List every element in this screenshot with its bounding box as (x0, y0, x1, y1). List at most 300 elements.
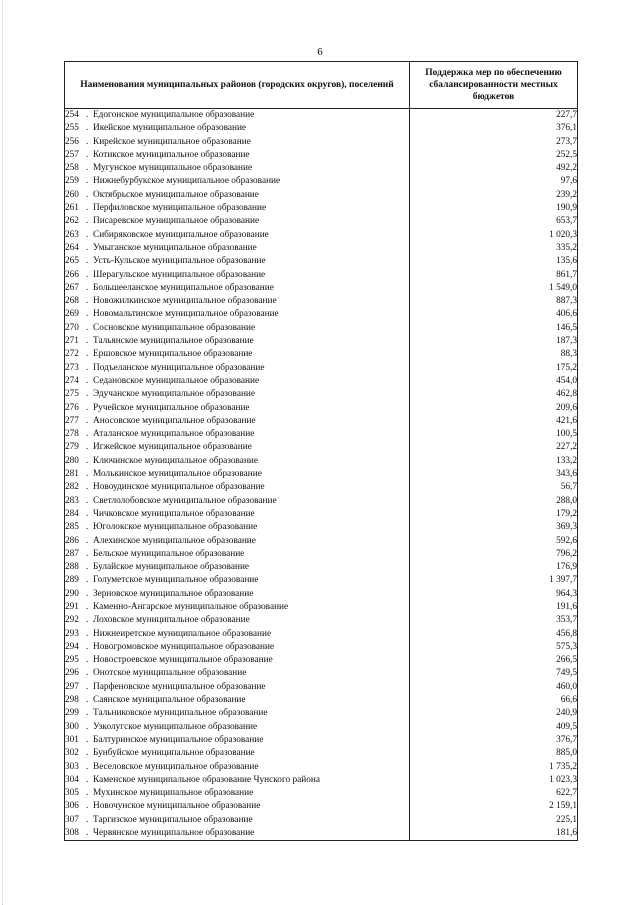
row-number: 283 (65, 495, 79, 506)
scan-edge-artifact (2, 0, 9, 905)
support-amount: 56,7 (410, 481, 578, 494)
row-number: 289 (65, 575, 79, 586)
table-row (65, 202, 578, 215)
row-name-cell (65, 282, 410, 295)
support-amount: 175,2 (410, 362, 578, 375)
row-name-cell (65, 508, 410, 521)
municipality-name: Сосновское муниципальное образование (93, 322, 256, 333)
table-row (65, 574, 578, 587)
table-row (65, 721, 578, 734)
municipality-name: Икейское муниципальное образование (93, 123, 247, 134)
row-name-cell (65, 495, 410, 508)
municipality-name: Алехинское муниципальное образование (93, 535, 256, 546)
table-row (65, 761, 578, 774)
municipality-name: Шерагульское муниципальное образование (93, 269, 266, 280)
support-amount: 2 159,1 (410, 800, 578, 813)
row-number: 280 (65, 455, 79, 466)
municipality-name: Светлолобовское муниципальное образование (93, 495, 277, 506)
row-number-dot: . (86, 149, 89, 160)
support-amount: 227,2 (410, 441, 578, 454)
row-number: 303 (65, 761, 79, 772)
table-row (65, 242, 578, 255)
municipality-name: Мухинское муниципальное образование (93, 788, 254, 799)
row-number: 263 (65, 229, 79, 240)
support-amount: 492,2 (410, 162, 578, 175)
support-amount: 88,3 (410, 348, 578, 361)
support-amount: 252,5 (410, 149, 578, 162)
municipality-name: Седановское муниципальное образование (93, 375, 260, 386)
row-name-cell (65, 787, 410, 800)
table-row (65, 348, 578, 361)
row-number: 271 (65, 336, 79, 347)
row-name-cell (65, 149, 410, 162)
row-number-dot: . (86, 229, 89, 240)
row-name-cell (65, 667, 410, 680)
row-number: 308 (65, 828, 79, 839)
row-number: 279 (65, 442, 79, 453)
row-number-dot: . (86, 375, 89, 386)
table-row (65, 189, 578, 202)
row-name-cell (65, 162, 410, 175)
row-number: 265 (65, 256, 79, 267)
table-row (65, 215, 578, 228)
support-amount: 376,1 (410, 122, 578, 135)
municipality-name: Новомальтинское муниципальное образование (93, 309, 279, 320)
row-number: 267 (65, 282, 79, 293)
row-name-cell (65, 175, 410, 188)
row-name-cell (65, 415, 410, 428)
table-row (65, 335, 578, 348)
table-row (65, 282, 578, 295)
row-number: 305 (65, 788, 79, 799)
row-number-dot: . (86, 216, 89, 227)
support-amount: 135,6 (410, 255, 578, 268)
municipality-name: Саянское муниципальное образование (93, 695, 246, 706)
municipality-name: Большееланское муниципальное образование (93, 282, 274, 293)
municipality-name: Узколугское муниципальное образование (93, 721, 258, 732)
row-number-dot: . (86, 655, 89, 666)
municipality-name: Кирейское муниципальное образование (93, 136, 251, 147)
support-amount: 133,2 (410, 455, 578, 468)
row-number: 295 (65, 655, 79, 666)
row-name-cell (65, 375, 410, 388)
row-number-dot: . (86, 788, 89, 799)
row-number-dot: . (86, 575, 89, 586)
row-number-dot: . (86, 455, 89, 466)
row-name-cell (65, 548, 410, 561)
row-name-cell (65, 561, 410, 574)
row-number: 301 (65, 734, 79, 745)
row-number-dot: . (86, 336, 89, 347)
row-name-cell (65, 721, 410, 734)
row-name-cell (65, 335, 410, 348)
row-number: 299 (65, 708, 79, 719)
support-amount: 1 023,3 (410, 774, 578, 787)
table-row (65, 641, 578, 654)
municipality-name: Сибиряковское муниципальное образование (93, 229, 269, 240)
row-number: 304 (65, 774, 79, 785)
row-number: 285 (65, 522, 79, 533)
row-number-dot: . (86, 442, 89, 453)
support-amount: 1 020,3 (410, 229, 578, 242)
row-number: 297 (65, 681, 79, 692)
support-amount: 964,3 (410, 588, 578, 601)
municipality-name: Онотское муниципальное образование (93, 668, 247, 679)
table-row (65, 508, 578, 521)
support-amount: 653,7 (410, 215, 578, 228)
support-amount: 456,8 (410, 628, 578, 641)
budget-support-table (64, 61, 578, 841)
table-row (65, 707, 578, 720)
table-row (65, 255, 578, 268)
row-name-cell (65, 455, 410, 468)
municipality-name: Аталанское муниципальное образование (93, 429, 255, 440)
row-number: 258 (65, 163, 79, 174)
municipality-name: Бунбуйское муниципальное образование (93, 748, 255, 759)
support-amount: 209,6 (410, 402, 578, 415)
support-amount: 460,0 (410, 681, 578, 694)
row-name-cell (65, 774, 410, 787)
table-row (65, 295, 578, 308)
row-name-cell (65, 122, 410, 135)
support-amount: 187,3 (410, 335, 578, 348)
row-number-dot: . (86, 801, 89, 812)
row-name-cell (65, 322, 410, 335)
support-amount: 273,7 (410, 136, 578, 149)
row-name-cell (65, 535, 410, 548)
row-number-dot: . (86, 242, 89, 253)
municipality-name: Каменно-Ангарское муниципальное образование (93, 601, 289, 612)
row-name-cell (65, 215, 410, 228)
table-row (65, 136, 578, 149)
table-row (65, 162, 578, 175)
row-number-dot: . (86, 110, 89, 120)
row-number: 264 (65, 242, 79, 253)
municipality-name: Едогонское муниципальное образование (93, 110, 255, 120)
support-amount: 369,3 (410, 521, 578, 534)
row-name-cell (65, 308, 410, 321)
table-row (65, 149, 578, 162)
row-name-cell (65, 614, 410, 627)
row-number: 298 (65, 695, 79, 706)
table-row (65, 322, 578, 335)
row-number: 275 (65, 389, 79, 400)
municipality-name: Нижнеиретское муниципальное образование (93, 628, 272, 639)
municipality-name: Веселовское муниципальное образование (93, 761, 259, 772)
municipality-name: Ручейское муниципальное образование (93, 402, 250, 413)
row-number: 290 (65, 588, 79, 599)
row-number-dot: . (86, 362, 89, 373)
row-number: 296 (65, 668, 79, 679)
row-number-dot: . (86, 615, 89, 626)
support-amount: 1 735,2 (410, 761, 578, 774)
row-number-dot: . (86, 469, 89, 480)
municipality-name: Молькинское муниципальное образование (93, 469, 262, 480)
municipality-name: Новоудинское муниципальное образование (93, 482, 265, 493)
table-row (65, 548, 578, 561)
row-name-cell (65, 428, 410, 441)
row-number: 307 (65, 814, 79, 825)
support-amount: 421,6 (410, 415, 578, 428)
row-name-cell (65, 761, 410, 774)
row-name-cell (65, 202, 410, 215)
table-row (65, 481, 578, 494)
table-row (65, 787, 578, 800)
row-number-dot: . (86, 548, 89, 559)
row-number-dot: . (86, 389, 89, 400)
support-amount: 622,7 (410, 787, 578, 800)
row-name-cell (65, 402, 410, 415)
support-amount: 100,5 (410, 428, 578, 441)
row-name-cell (65, 441, 410, 454)
municipality-name: Аносовское муниципальное образование (93, 415, 256, 426)
row-number-dot: . (86, 309, 89, 320)
table-row (65, 455, 578, 468)
page-number: 6 (317, 46, 323, 58)
municipality-name: Умыганское муниципальное образование (93, 242, 257, 253)
municipality-name: Юголокское муниципальное образование (93, 522, 258, 533)
row-number: 282 (65, 482, 79, 493)
row-name-cell (65, 229, 410, 242)
row-number-dot: . (86, 641, 89, 652)
row-number-dot: . (86, 522, 89, 533)
table-row (65, 800, 578, 813)
table-row (65, 495, 578, 508)
header-municipality-name: Наименования муниципальных районов (городских округов), поселений (65, 62, 410, 109)
table-row (65, 428, 578, 441)
row-number-dot: . (86, 695, 89, 706)
table-row (65, 415, 578, 428)
row-number: 300 (65, 721, 79, 732)
row-number: 255 (65, 123, 79, 134)
table-row (65, 774, 578, 787)
row-number: 268 (65, 296, 79, 307)
support-amount: 406,6 (410, 308, 578, 321)
row-name-cell (65, 694, 410, 707)
row-number-dot: . (86, 429, 89, 440)
row-number: 302 (65, 748, 79, 759)
row-number-dot: . (86, 588, 89, 599)
support-amount: 885,0 (410, 747, 578, 760)
row-number-dot: . (86, 774, 89, 785)
support-amount: 227,7 (410, 109, 578, 123)
row-number: 284 (65, 508, 79, 519)
support-amount: 239,2 (410, 189, 578, 202)
row-name-cell (65, 348, 410, 361)
row-name-cell (65, 747, 410, 760)
row-number-dot: . (86, 415, 89, 426)
row-number: 257 (65, 149, 79, 160)
row-name-cell (65, 468, 410, 481)
table-row (65, 375, 578, 388)
table-row (65, 175, 578, 188)
municipality-name: Парфеновское муниципальное образование (93, 681, 266, 692)
municipality-name: Мугунское муниципальное образование (93, 163, 253, 174)
row-number: 277 (65, 415, 79, 426)
municipality-name: Писаревское муниципальное образование (93, 216, 260, 227)
support-amount: 343,6 (410, 468, 578, 481)
row-name-cell (65, 628, 410, 641)
table-row (65, 468, 578, 481)
table-row (65, 814, 578, 827)
row-name-cell (65, 242, 410, 255)
row-number: 256 (65, 136, 79, 147)
support-amount: 409,5 (410, 721, 578, 734)
municipality-name: Новожилкинское муниципальное образование (93, 296, 277, 307)
row-number-dot: . (86, 136, 89, 147)
row-number-dot: . (86, 189, 89, 200)
row-number-dot: . (86, 628, 89, 639)
table-row (65, 362, 578, 375)
support-amount: 266,5 (410, 654, 578, 667)
table-row (65, 827, 578, 841)
row-number: 306 (65, 801, 79, 812)
table-row (65, 561, 578, 574)
row-name-cell (65, 707, 410, 720)
municipality-name: Чичковское муниципальное образование (93, 508, 255, 519)
municipality-name: Перфиловское муниципальное образование (93, 203, 267, 214)
row-name-cell (65, 827, 410, 841)
row-name-cell (65, 681, 410, 694)
row-number-dot: . (86, 176, 89, 187)
row-number-dot: . (86, 668, 89, 679)
support-amount: 592,6 (410, 535, 578, 548)
row-number-dot: . (86, 535, 89, 546)
table-row (65, 694, 578, 707)
row-number-dot: . (86, 482, 89, 493)
row-number: 269 (65, 309, 79, 320)
support-amount: 240,9 (410, 707, 578, 720)
row-number-dot: . (86, 203, 89, 214)
row-name-cell (65, 189, 410, 202)
row-name-cell (65, 800, 410, 813)
row-number: 288 (65, 562, 79, 573)
row-number: 294 (65, 641, 79, 652)
support-amount: 749,5 (410, 667, 578, 680)
row-number-dot: . (86, 322, 89, 333)
row-number-dot: . (86, 562, 89, 573)
municipality-name: Усть-Кульское муниципальное образование (93, 256, 266, 267)
table-row (65, 535, 578, 548)
table-row (65, 308, 578, 321)
row-number-dot: . (86, 708, 89, 719)
municipality-name: Таргизское муниципальное образование (93, 814, 253, 825)
row-number: 259 (65, 176, 79, 187)
table-row (65, 601, 578, 614)
row-number: 293 (65, 628, 79, 639)
support-amount: 191,6 (410, 601, 578, 614)
municipality-name: Новогромовское муниципальное образование (93, 641, 275, 652)
municipality-name: Булайское муниципальное образование (93, 562, 250, 573)
row-number-dot: . (86, 282, 89, 293)
table-row (65, 734, 578, 747)
row-number: 266 (65, 269, 79, 280)
row-name-cell (65, 362, 410, 375)
row-number-dot: . (86, 123, 89, 134)
row-number: 270 (65, 322, 79, 333)
header-support-amount: Поддержка мер по обеспечению сбалансированности местных бюджетов (410, 62, 578, 109)
row-name-cell (65, 109, 410, 123)
row-number: 286 (65, 535, 79, 546)
row-name-cell (65, 574, 410, 587)
row-name-cell (65, 601, 410, 614)
support-amount: 353,7 (410, 614, 578, 627)
table-row (65, 667, 578, 680)
municipality-name: Котикское муниципальное образование (93, 149, 250, 160)
table-row (65, 654, 578, 667)
municipality-name: Подъеланское муниципальное образование (93, 362, 265, 373)
support-amount: 190,9 (410, 202, 578, 215)
support-amount: 66,6 (410, 694, 578, 707)
row-name-cell (65, 255, 410, 268)
support-amount: 887,3 (410, 295, 578, 308)
row-number-dot: . (86, 761, 89, 772)
municipality-name: Лоховское муниципальное образование (93, 615, 250, 626)
municipality-name: Ершовское муниципальное образование (93, 349, 253, 360)
support-amount: 1 397,7 (410, 574, 578, 587)
row-number-dot: . (86, 349, 89, 360)
table-row (65, 588, 578, 601)
support-amount: 1 549,0 (410, 282, 578, 295)
row-number: 260 (65, 189, 79, 200)
row-name-cell (65, 734, 410, 747)
row-number: 281 (65, 469, 79, 480)
support-amount: 179,2 (410, 508, 578, 521)
support-amount: 454,0 (410, 375, 578, 388)
municipality-name: Червянское муниципальное образование (93, 828, 255, 839)
row-number: 292 (65, 615, 79, 626)
row-number: 278 (65, 429, 79, 440)
row-name-cell (65, 588, 410, 601)
support-amount: 225,1 (410, 814, 578, 827)
municipality-name: Бельское муниципальное образование (93, 548, 245, 559)
row-number-dot: . (86, 508, 89, 519)
row-number: 262 (65, 216, 79, 227)
row-number: 261 (65, 203, 79, 214)
row-number: 254 (65, 110, 79, 120)
support-amount: 796,2 (410, 548, 578, 561)
table-row (65, 122, 578, 135)
table-header-row (65, 62, 578, 109)
municipality-name: Голуметское муниципальное образование (93, 575, 259, 586)
support-amount: 97,6 (410, 175, 578, 188)
municipality-name: Нижнебурбукское муниципальное образование (93, 176, 281, 187)
row-number-dot: . (86, 748, 89, 759)
municipality-name: Каменское муниципальное образование Чунского района (93, 774, 321, 785)
support-amount: 861,7 (410, 269, 578, 282)
row-number-dot: . (86, 256, 89, 267)
row-name-cell (65, 521, 410, 534)
table-row (65, 269, 578, 282)
municipality-name: Эдучанское муниципальное образование (93, 389, 256, 400)
support-amount: 176,9 (410, 561, 578, 574)
row-number: 287 (65, 548, 79, 559)
row-name-cell (65, 654, 410, 667)
row-number-dot: . (86, 402, 89, 413)
row-name-cell (65, 481, 410, 494)
table-row (65, 229, 578, 242)
row-number-dot: . (86, 163, 89, 174)
row-name-cell (65, 295, 410, 308)
table-row (65, 628, 578, 641)
row-number-dot: . (86, 601, 89, 612)
table-row (65, 441, 578, 454)
row-name-cell (65, 136, 410, 149)
municipality-name: Тальниковское муниципальное образование (93, 708, 268, 719)
table-row (65, 388, 578, 401)
table-row (65, 614, 578, 627)
municipality-name: Балтуринское муниципальное образование (93, 734, 264, 745)
